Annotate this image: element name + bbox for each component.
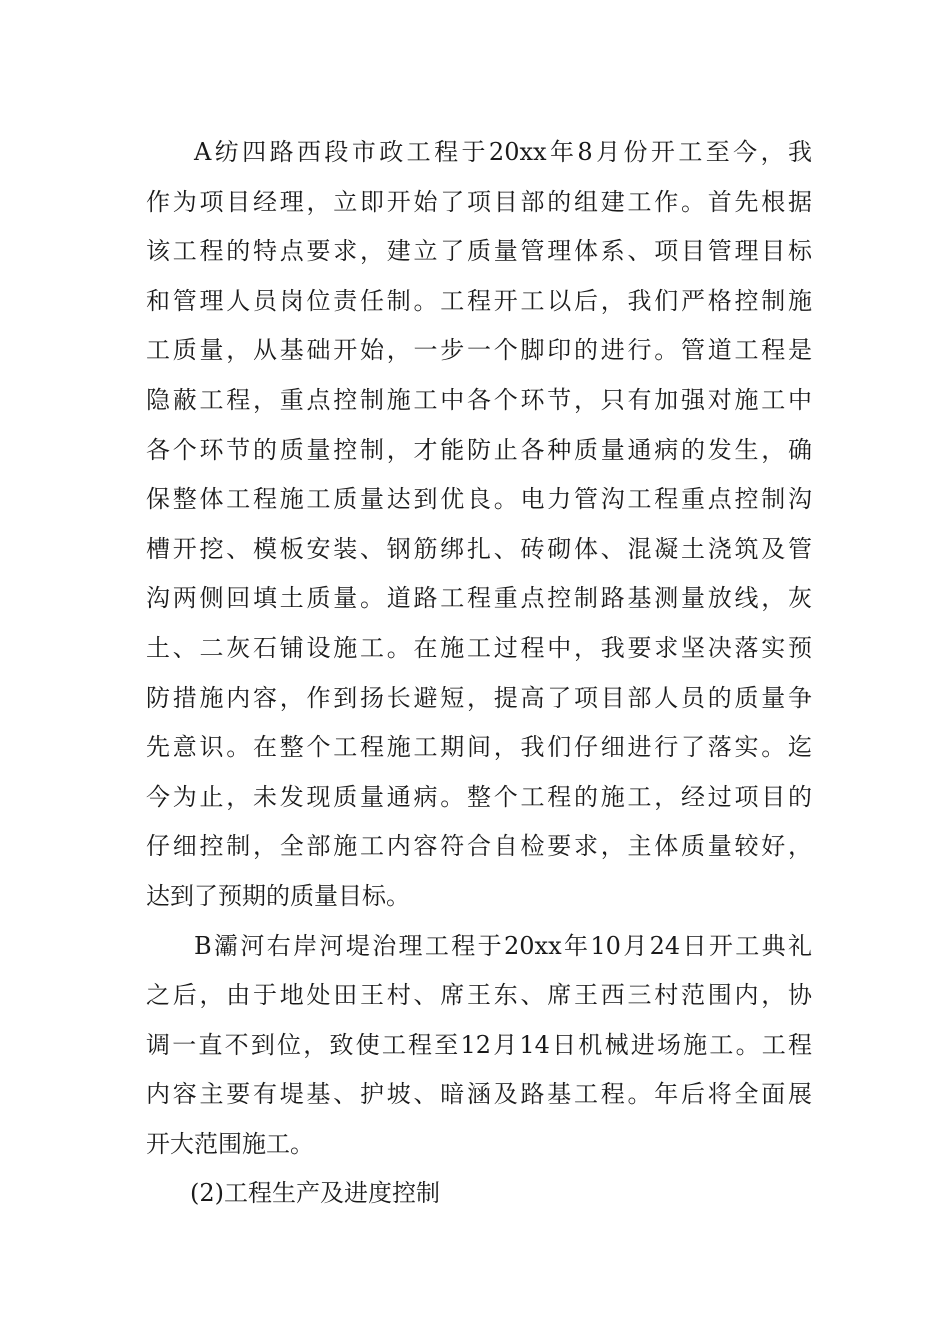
section-heading: (2)工程生产及进度控制 <box>190 1179 440 1208</box>
paragraph-b <box>146 922 812 1170</box>
paragraph-a-line: 土、二灰石铺设施工。在施工过程中，我要求坚决落实预 <box>146 633 812 662</box>
paragraph-b-line: 开大范围施工。 <box>146 1129 314 1158</box>
paragraph-a-line: 槽开挖、模板安装、钢筋绑扎、砖砌体、混凝土浇筑及管 <box>146 534 812 563</box>
document-body <box>146 128 812 1219</box>
paragraph-a-line: 沟两侧回填土质量。道路工程重点控制路基测量放线，灰 <box>146 584 812 613</box>
paragraph-a-line: 各个环节的质量控制，才能防止各种质量通病的发生，确 <box>146 435 812 464</box>
paragraph-b-line: 调一直不到位，致使工程至12月14日机械进场施工。工程 <box>146 1030 812 1059</box>
paragraph-a-line: 达到了预期的质量目标。 <box>146 881 410 910</box>
paragraph-a <box>146 128 812 922</box>
paragraph-b-line: 内容主要有堤基、护坡、暗涵及路基工程。年后将全面展 <box>146 1080 812 1109</box>
paragraph-a-line: 防措施内容，作到扬长避短，提高了项目部人员的质量争 <box>146 683 812 712</box>
paragraph-a-line: A纺四路西段市政工程于20xx年8月份开工至今，我 <box>194 138 812 166</box>
paragraph-a-line: 先意识。在整个工程施工期间，我们仔细进行了落实。迄 <box>146 733 812 762</box>
paragraph-a-line: 工质量，从基础开始，一步一个脚印的进行。管道工程是 <box>146 336 812 365</box>
paragraph-a-line: 该工程的特点要求，建立了质量管理体系、项目管理目标 <box>146 237 812 266</box>
paragraph-a-line: 今为止，未发现质量通病。整个工程的施工，经过项目的 <box>146 782 812 811</box>
paragraph-a-line: 隐蔽工程，重点控制施工中各个环节，只有加强对施工中 <box>146 385 812 414</box>
paragraph-a-line: 仔细控制，全部施工内容符合自检要求，主体质量较好， <box>146 832 812 861</box>
paragraph-a-line: 作为项目经理，立即开始了项目部的组建工作。首先根据 <box>146 187 812 216</box>
paragraph-b-line: B灞河右岸河堤治理工程于20xx年10月24日开工典礼 <box>194 931 812 960</box>
paragraph-a-line: 保整体工程施工质量达到优良。电力管沟工程重点控制沟 <box>146 485 812 514</box>
paragraph-a-line: 和管理人员岗位责任制。工程开工以后，我们严格控制施 <box>146 286 812 315</box>
paragraph-b-line: 之后，由于地处田王村、席王东、席王西三村范围内，协 <box>146 981 812 1010</box>
